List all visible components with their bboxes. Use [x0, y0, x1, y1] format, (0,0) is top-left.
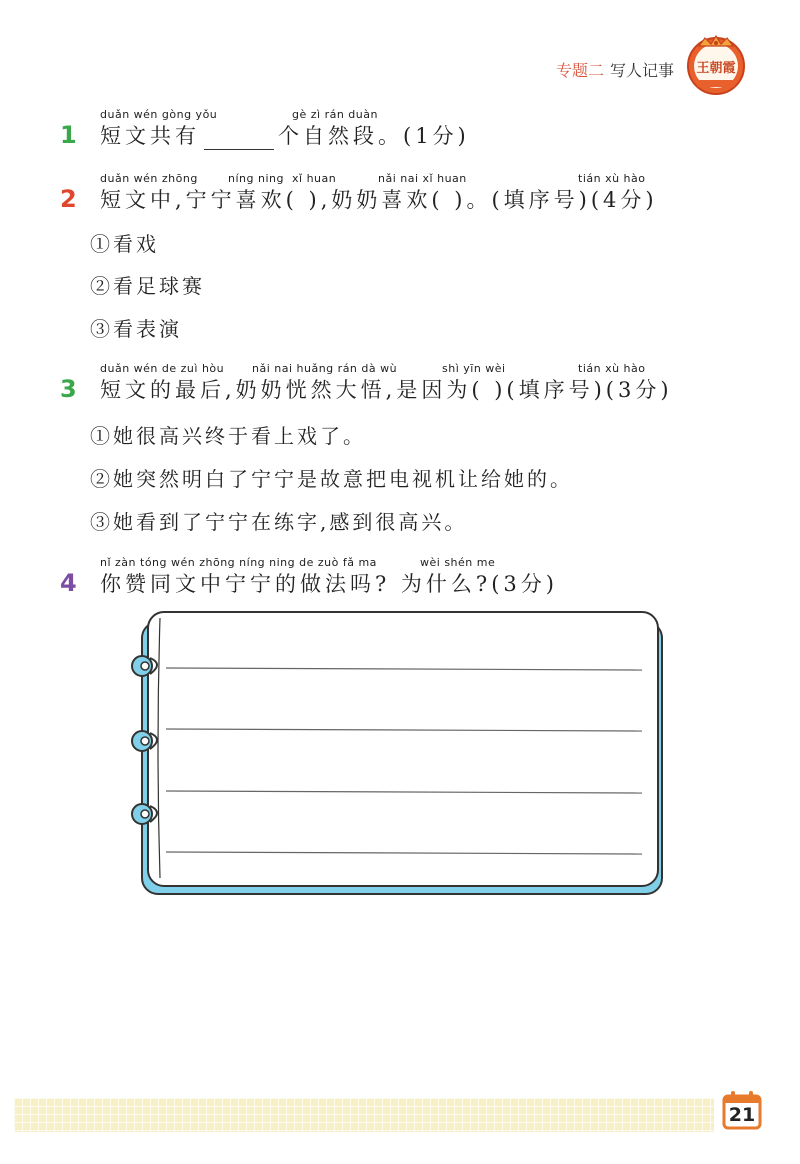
question-number: 4 — [60, 569, 77, 597]
question-text-content: 你赞同文中宁宁的做法吗? 为什么?(3分) — [100, 572, 558, 596]
question-text-part: 短文共有 — [100, 124, 200, 148]
answer-blank[interactable] — [204, 131, 274, 150]
pinyin: nǐ zàn tóng wén zhōng níng ning de zuò fǎ ma — [100, 556, 377, 569]
option: ③她看到了宁宁在练字,感到很高兴。 — [90, 510, 468, 534]
question-text-content: 短文的最后,奶奶恍然大悟,是因为( )(填序号)(3分) — [100, 378, 673, 402]
question-text — [100, 120, 470, 150]
pinyin: nǎi nai huǎng rán dà wù — [252, 362, 398, 375]
option: ②看足球赛 — [90, 274, 205, 298]
topic-heading — [556, 58, 674, 81]
question-number: 3 — [60, 375, 77, 403]
pinyin: níng ning — [228, 172, 284, 185]
pinyin: nǎi nai xǐ huan — [378, 172, 467, 185]
pinyin: duǎn wén zhōng — [100, 172, 198, 185]
question-text — [100, 374, 673, 404]
page-header — [0, 0, 800, 110]
topic-title: 写人记事 — [610, 61, 675, 80]
question-text — [100, 568, 558, 598]
option: ①看戏 — [90, 232, 159, 256]
publisher-logo — [685, 34, 747, 96]
option: ①她很高兴终于看上戏了。 — [90, 424, 366, 448]
question-number: 1 — [60, 121, 77, 149]
pinyin: wèi shén me — [420, 556, 496, 569]
pinyin: duǎn wén gòng yǒu — [100, 108, 218, 121]
question-text — [100, 184, 658, 214]
question-number: 2 — [60, 185, 77, 213]
question-text-part: 个自然段。(1分) — [278, 124, 470, 148]
answer-notebook — [120, 608, 670, 903]
topic-number: 专题二 — [556, 61, 605, 80]
question-text-content: 短文中,宁宁喜欢( ),奶奶喜欢( )。(填序号)(4分) — [100, 188, 658, 212]
option: ③看表演 — [90, 317, 182, 341]
footer-band — [14, 1098, 714, 1132]
pinyin: tián xù hào — [578, 362, 646, 375]
pinyin: duǎn wén de zuì hòu — [100, 362, 225, 375]
pinyin: shì yīn wèi — [442, 362, 506, 375]
pinyin: tián xù hào — [578, 172, 646, 185]
option: ②她突然明白了宁宁是故意把电视机让给她的。 — [90, 467, 573, 491]
pinyin: xǐ huan — [292, 172, 337, 185]
logo-text: 王朝霞 — [696, 61, 736, 76]
page-number: 21 — [728, 1104, 756, 1126]
pinyin: gè zì rán duàn — [292, 108, 378, 121]
